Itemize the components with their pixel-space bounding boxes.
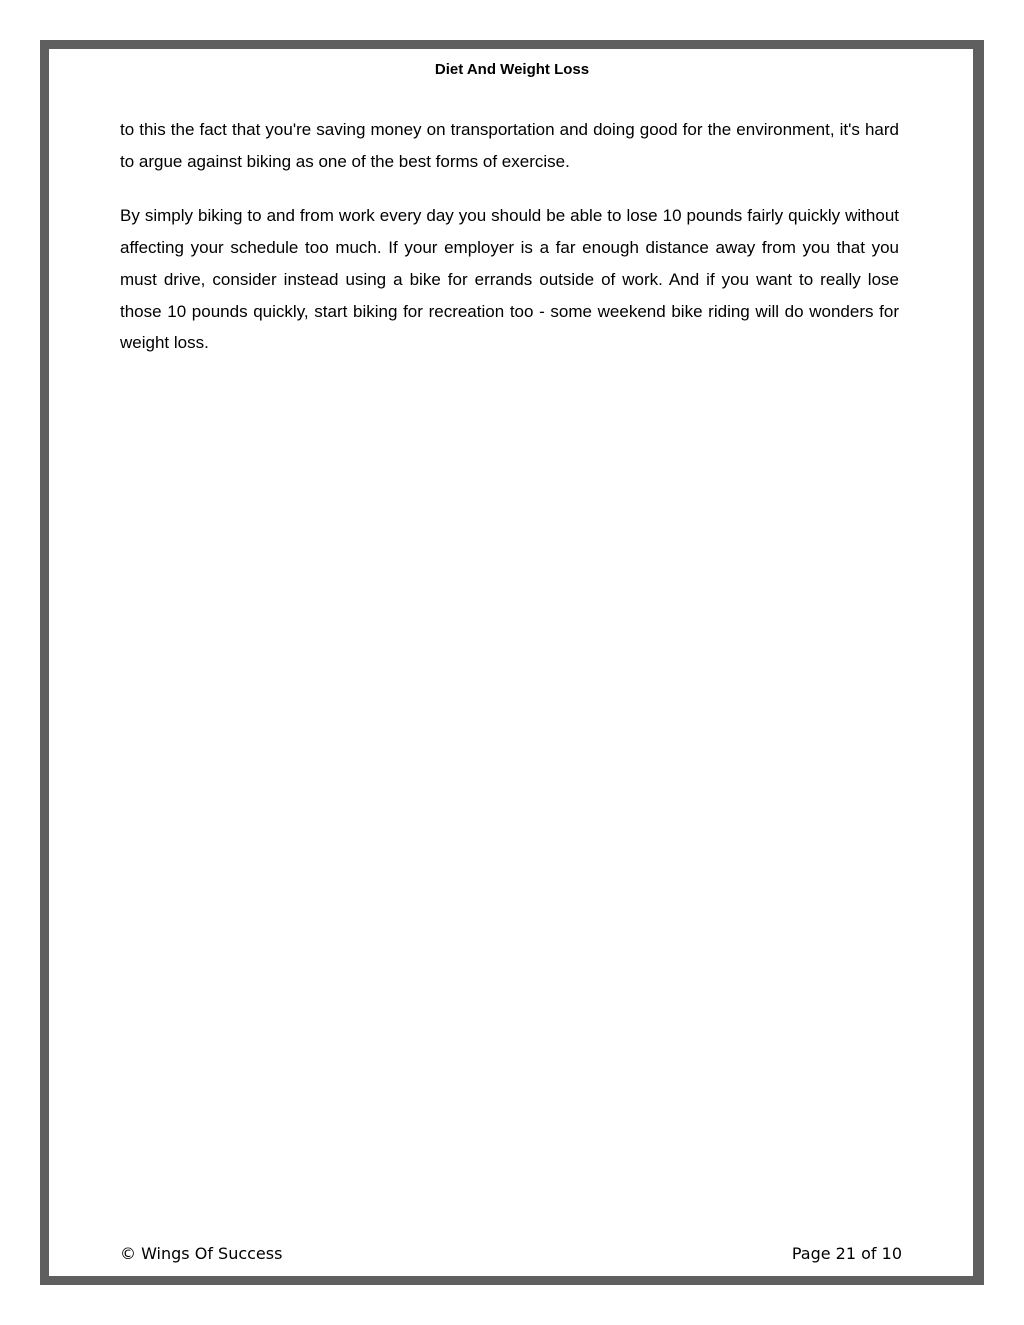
paragraph: By simply biking to and from work every day you should be able to lose 10 pounds fairly quickly without affecting your schedule too much. If your employer is a far enough distance away from you that you must drive, consider instead using a bike for errands outside of work. And if you want to really lose those 10 pounds quickly, start biking for recreation too - some weekend bike riding will do wonders for weight loss. bbox=[120, 206, 899, 353]
paragraph: to this the fact that you're saving money on transportation and doing good for the environment, it's hard to argue against biking as one of the best forms of exercise. bbox=[120, 120, 899, 171]
document-header-title: Diet And Weight Loss bbox=[434, 61, 590, 78]
body-content bbox=[120, 114, 899, 382]
footer-copyright: © Wings Of Success bbox=[120, 1244, 283, 1263]
footer-page-number: Page 21 of 10 bbox=[791, 1244, 902, 1263]
